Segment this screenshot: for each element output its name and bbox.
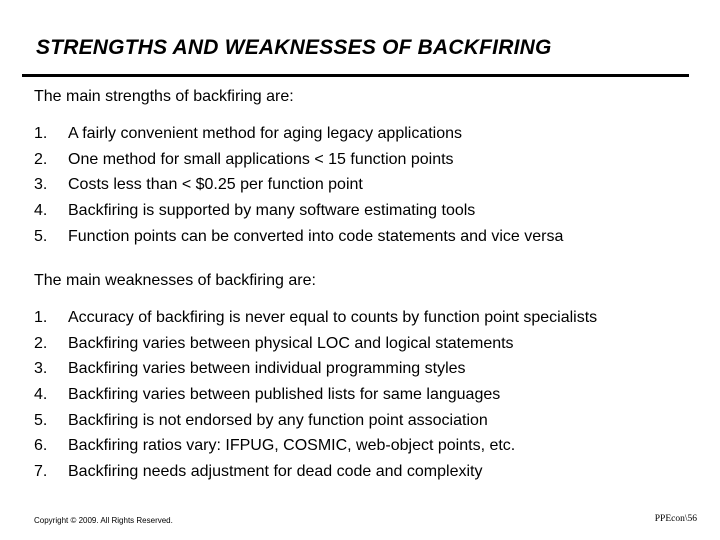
list-item [34, 305, 597, 331]
weaknesses-heading: The main weaknesses of backfiring are: [34, 272, 316, 289]
list-item [34, 331, 597, 357]
slide-title: STRENGTHS AND WEAKNESSES OF BACKFIRING [36, 36, 552, 59]
item-text: Backfiring is supported by many software estimating tools [68, 201, 476, 219]
title-divider [22, 74, 689, 77]
item-number: 5. [34, 411, 48, 429]
item-text: Backfiring varies between published lists for same languages [68, 385, 501, 403]
list-item [34, 382, 597, 408]
item-text: Costs less than < $0.25 per function point [68, 176, 363, 194]
item-text: Backfiring varies between individual programming styles [68, 360, 466, 378]
item-text: One method for small applications < 15 function points [68, 150, 454, 168]
item-number: 1. [34, 308, 48, 326]
item-number: 5. [34, 227, 48, 245]
item-text: Backfiring needs adjustment for dead code and complexity [68, 462, 483, 480]
item-number: 6. [34, 437, 48, 455]
list-item [34, 408, 597, 434]
item-number: 2. [34, 334, 48, 352]
item-number: 4. [34, 385, 48, 403]
item-text: Backfiring ratios vary: IFPUG, COSMIC, web-object points, etc. [68, 437, 516, 455]
list-item [34, 459, 597, 485]
list-item [34, 147, 563, 173]
list-item [34, 356, 597, 382]
list-item [34, 198, 563, 224]
item-number: 2. [34, 150, 48, 168]
strengths-list [34, 121, 563, 249]
item-number: 3. [34, 176, 48, 194]
footer-page-ref: PPEcon\56 [654, 514, 697, 524]
list-item [34, 172, 563, 198]
item-number: 1. [34, 124, 48, 142]
list-item [34, 121, 563, 147]
item-number: 3. [34, 360, 48, 378]
footer-copyright: Copyright © 2009. All Rights Reserved. [34, 516, 173, 525]
list-item [34, 224, 563, 250]
item-number: 7. [34, 462, 48, 480]
item-text: A fairly convenient method for aging legacy applications [68, 124, 463, 142]
strengths-heading: The main strengths of backfiring are: [34, 88, 294, 105]
item-text: Backfiring is not endorsed by any function point association [68, 411, 488, 429]
list-item [34, 433, 597, 459]
item-text: Backfiring varies between physical LOC and logical statements [68, 334, 514, 352]
weaknesses-list [34, 305, 597, 485]
item-text: Accuracy of backfiring is never equal to counts by function point specialists [68, 308, 598, 326]
item-text: Function points can be converted into code statements and vice versa [68, 227, 564, 245]
item-number: 4. [34, 201, 48, 219]
